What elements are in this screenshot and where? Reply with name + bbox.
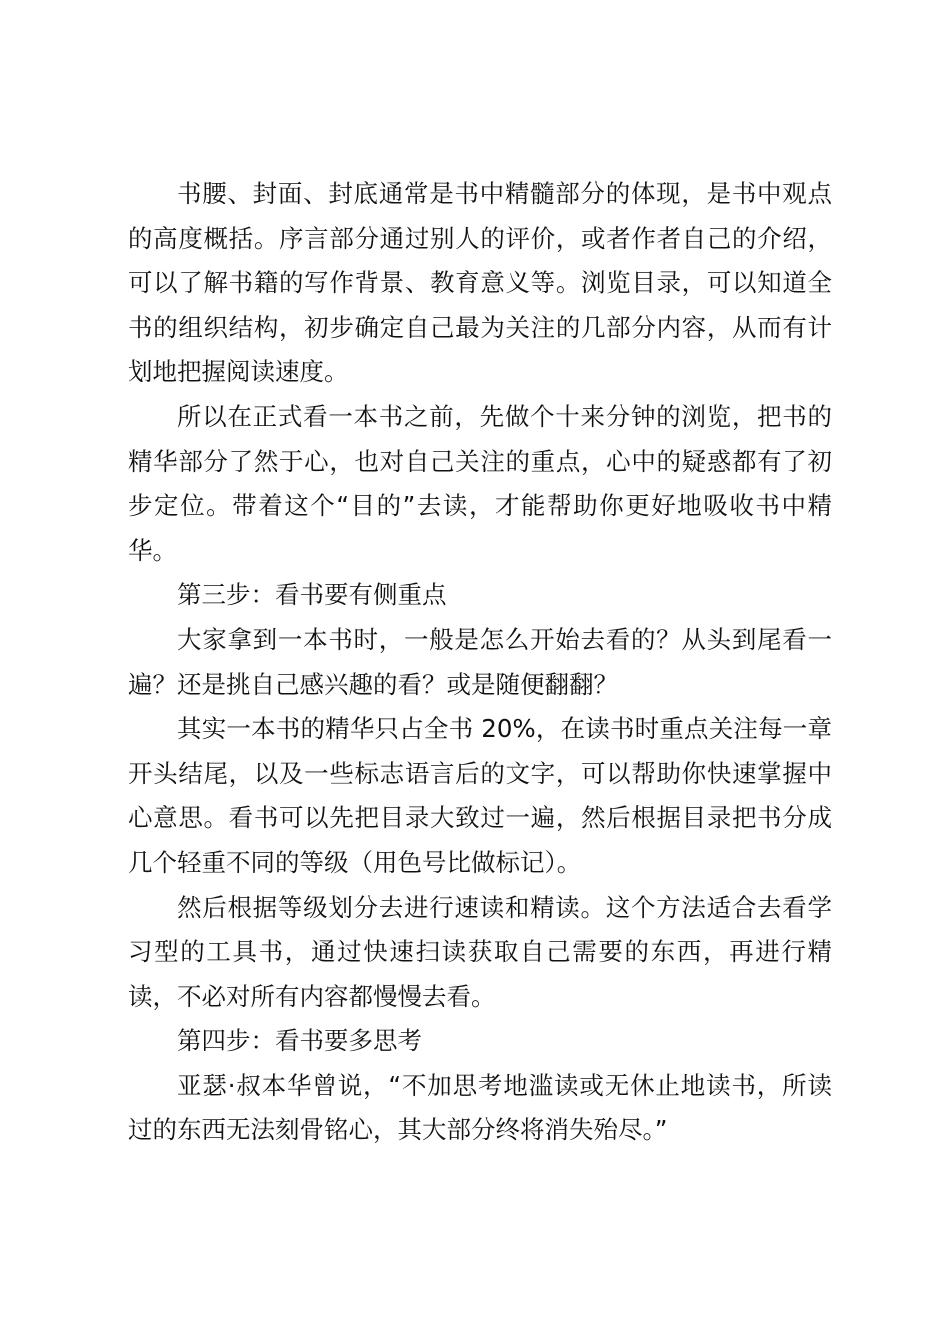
paragraph-essence-20-percent: 其实一本书的精华只占全书 20%，在读书时重点关注每一章开头结尾，以及一些标志语言后的文字，可以帮助你快速掌握中心意思。看书可以先把目录大致过一遍，然后根据目录把书分成几个轻重不同的等级（用色号比做标记）。 (128, 714, 832, 877)
step-three-heading: 第三步：看书要有侧重点 (177, 580, 447, 610)
paragraph-book-covers: 书腰、封面、封底通常是书中精髓部分的体现，是书中观点的高度概括。序言部分通过别人的评价，或者作者自己的介绍，可以了解书籍的写作背景、教育意义等。浏览目录，可以知道全书的组织结构，初步确定自己最为关注的几部分内容，从而有计划地把握阅读速度。 (128, 179, 832, 387)
step-four-heading: 第四步：看书要多思考 (177, 1026, 422, 1056)
paragraph-how-to-start: 大家拿到一本书时，一般是怎么开始去看的？从头到尾看一遍？还是挑自己感兴趣的看？或是随便翻翻？ (128, 624, 832, 699)
paragraph-speed-and-close-reading: 然后根据等级划分去进行速读和精读。这个方法适合去看学习型的工具书，通过快速扫读获取自己需要的东西，再进行精读，不必对所有内容都慢慢去看。 (128, 892, 832, 1011)
document-body (128, 172, 832, 1153)
paragraph-preview-reading: 所以在正式看一本书之前，先做个十来分钟的浏览，把书的精华部分了然于心，也对自己关注的重点，心中的疑惑都有了初步定位。带着这个“目的”去读，才能帮助你更好地吸收书中精华。 (128, 401, 832, 565)
paragraph-schopenhauer-quote: 亚瑟·叔本华曾说，“不加思考地滥读或无休止地读书，所读过的东西无法刻骨铭心，其大部分终将消失殆尽。” (128, 1070, 832, 1145)
